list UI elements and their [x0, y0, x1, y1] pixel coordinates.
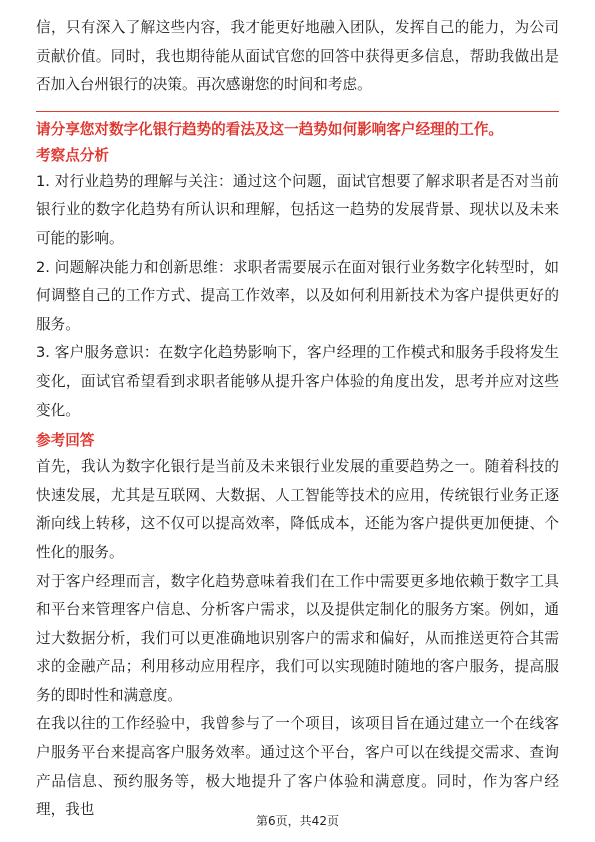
answer-paragraph-3: 在我以往的工作经验中，我曾参与了一个项目，该项目旨在通过建立一个在线客户服务平台来提高客户服务效率。通过这个平台，客户可以在线提交需求、查询产品信息、预约服务等，极大地提升了客户体验和满意度。同时，作为客户经理，我也: [36, 715, 559, 819]
question-title: 请分享您对数字化银行趋势的看法及这一趋势如何影响客户经理的工作。: [36, 120, 504, 138]
intro-paragraph: 信，只有深入了解这些内容，我才能更好地融入团队，发挥自己的能力，为公司贡献价值。同时，我也期待能从面试官您的回答中获得更多信息，帮助我做出是否加入台州银行的决策。再次感谢您的时间和考虑。: [36, 19, 559, 94]
page-number: 第6页，共42页: [256, 814, 339, 828]
section-divider: [36, 111, 559, 112]
analysis-point-1: 1. 对行业趋势的理解与关注：通过这个问题，面试官想要了解求职者是否对当前银行业的数字化趋势有所认识和理解，包括这一趋势的发展背景、现状以及未来可能的影响。: [36, 172, 559, 247]
answer-paragraph-1: 首先，我认为数字化银行是当前及未来银行业发展的重要趋势之一。随着科技的快速发展，尤其是互联网、大数据、人工智能等技术的应用，传统银行业务正逐渐向线上转移，这不仅可以提高效率，降低成本，还能为客户提供更加便捷、个性化的服务。: [36, 458, 559, 561]
answer-paragraph-2: 对于客户经理而言，数字化趋势意味着我们在工作中需要更多地依赖于数字工具和平台来管理客户信息、分析客户需求，以及提供定制化的服务方案。例如，通过大数据分析，我们可以更准确地识别客户的需求和偏好，从而推送更符合其需求的金融产品；利用移动应用程序，我们可以实现随时随地的客户服务，提高服务的即时性和满意度。: [36, 572, 559, 704]
answer-heading: 参考回答: [36, 432, 95, 450]
document-page: [36, 14, 559, 825]
analysis-point-3: 3. 客户服务意识：在数字化趋势影响下，客户经理的工作模式和服务手段将发生变化，面试官希望看到求职者能够从提升客户体验的角度出发，思考并应对这些变化。: [36, 344, 559, 419]
analysis-point-2: 2. 问题解决能力和创新思维：求职者需要展示在面对银行业务数字化转型时，如何调整自己的工作方式、提高工作效率，以及如何利用新技术为客户提供更好的服务。: [36, 258, 559, 333]
analysis-heading: 考察点分析: [36, 146, 109, 164]
